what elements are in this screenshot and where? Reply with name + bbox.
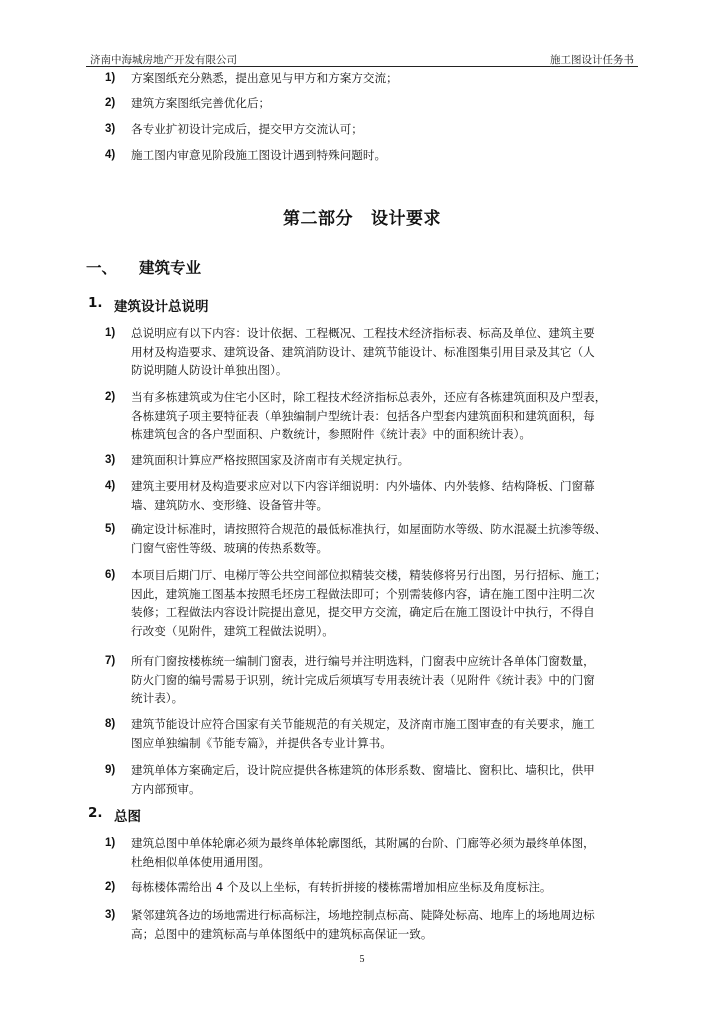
page-header xyxy=(86,50,638,67)
list-item-line: 杜绝相似单体使用通用图。 xyxy=(131,854,271,869)
list-item-line: 总说明应有以下内容：设计依据、工程概况、工程技术经济指标表、标高及单位、建筑主要 xyxy=(131,326,595,340)
subsection-title: 建筑设计总说明 xyxy=(114,299,209,315)
section-number: 一、 xyxy=(86,259,118,277)
subsection-heading xyxy=(88,295,209,315)
list-item-line: 因此，建筑施工图基本按照毛坯房工程做法即可；个别需装修内容，请在施工图中注明二次 xyxy=(131,586,595,601)
list-item-line: 紧邻建筑各边的场地需进行标高标注，场地控制点标高、陡降处标高、地库上的场地周边标 xyxy=(131,908,595,922)
list-item-line: 每栋楼体需给出 4 个及以上坐标，有转折拼接的楼栋需增加相应坐标及角度标注。 xyxy=(131,880,552,894)
list-item-line: 建筑单体方案确定后，设计院应提供各栋建筑的体形系数、窗墙比、窗积比、墙积比，供甲 xyxy=(131,763,595,777)
list-item-line: 防说明随人防设计单独出图）。 xyxy=(131,363,288,377)
list-item-line: 所有门窗按楼栋统一编制门窗表，进行编号并注明选料，门窗表中应统计各单体门窗数量， xyxy=(131,654,595,668)
list-item-line: 确定设计标准时，请按照符合规范的最低标准执行，如屋面防水等级、防水混凝土抗渗等级、 xyxy=(131,522,607,536)
section-title: 建筑专业 xyxy=(139,259,202,277)
list-item-line: 方内部预审。 xyxy=(131,781,201,796)
list-item-line: 本项目后期门厅、电梯厅等公共空间部位拟精装交楼，精装修将另行出图，另行招标、施工； xyxy=(131,568,607,582)
header-doc-title: 施工图设计任务书 xyxy=(550,54,634,66)
subsection-number: 1. xyxy=(88,295,103,311)
subsection-title: 总图 xyxy=(114,809,141,825)
list-item-line: 门窗气密性等级、玻璃的传热系数等。 xyxy=(131,540,329,555)
list-item-line: 用材及构造要求、建筑设备、建筑消防设计、建筑节能设计、标准图集引用目录及其它（人 xyxy=(131,344,595,359)
list-item-line: 墙、建筑防水、变形缝、设备管井等。 xyxy=(131,497,329,512)
list-item-line: 各专业扩初设计完成后，提交甲方交流认可； xyxy=(131,122,363,136)
list-item-line: 建筑面积计算应严格按照国家及济南市有关规定执行。 xyxy=(131,453,410,467)
list-item-number: 4) xyxy=(105,480,116,492)
list-item-number: 2) xyxy=(105,97,116,109)
list-item-line: 各栋建筑子项主要特征表（单独编制户型统计表：包括各户型套内建筑面积和建筑面积，每 xyxy=(131,408,595,423)
list-item-number: 3) xyxy=(105,123,116,135)
list-item-number: 8) xyxy=(105,718,116,730)
list-item-line: 建筑主要用材及构造要求应对以下内容详细说明：内外墙体、内外装修、结构降板、门窗幕 xyxy=(131,479,595,493)
list-item-line: 装修；工程做法内容设计院提出意见，提交甲方交流，确定后在施工图设计中执行，不得自 xyxy=(131,605,595,619)
part-title xyxy=(0,204,724,229)
list-item-line: 统计表）。 xyxy=(131,691,184,705)
list-item-line: 方案图纸充分熟悉，提出意见与甲方和方案方交流； xyxy=(131,71,398,85)
page-number: 5 xyxy=(359,954,365,965)
list-item-number: 9) xyxy=(105,764,116,776)
list-item-line: 图应单独编制《节能专篇》，并提供各专业计算书。 xyxy=(131,735,392,750)
header-company: 济南中海城房地产开发有限公司 xyxy=(90,54,237,66)
list-item-number: 2) xyxy=(105,881,116,893)
list-item-line: 建筑节能设计应符合国家有关节能规范的有关规定，及济南市施工图审查的有关要求，施工 xyxy=(131,717,595,731)
list-item-line: 施工图内审意见阶段施工图设计遇到特殊问题时。 xyxy=(131,148,387,162)
list-item-line: 栋建筑包含的各户型面积、户数统计，参照附件《统计表》中的面积统计表）。 xyxy=(131,427,531,441)
subsection-number: 2. xyxy=(88,805,103,821)
part-label: 第二部分 xyxy=(283,209,353,229)
list-item-number: 6) xyxy=(105,569,116,581)
list-item-number: 3) xyxy=(105,909,116,921)
list-item-line: 防火门窗的编号需易于识别，统计完成后须填写专用表统计表（见附件《统计表》中的门窗 xyxy=(131,672,595,687)
list-item-number: 7) xyxy=(105,655,116,667)
list-item-number: 3) xyxy=(105,454,116,466)
list-item-number: 1) xyxy=(105,327,116,339)
list-item-line: 行改变（见附件，建筑工程做法说明）。 xyxy=(131,623,334,638)
list-item-line: 建筑方案图纸完善优化后； xyxy=(131,96,271,110)
list-item-line: 建筑总图中单体轮廓必须为最终单体轮廓图纸，其附属的台阶、门廊等必须为最终单体图， xyxy=(131,836,595,850)
section-heading xyxy=(86,256,202,278)
list-item-line: 高；总图中的建筑标高与单体图纸中的建筑标高保证一致。 xyxy=(131,926,433,941)
list-item-number: 2) xyxy=(105,391,116,403)
list-item-number: 4) xyxy=(105,149,116,161)
subsection-heading xyxy=(88,805,141,825)
list-item-number: 1) xyxy=(105,837,116,849)
list-item-line: 当有多栋建筑或为住宅小区时，除工程技术经济指标总表外，还应有各栋建筑面积及户型表， xyxy=(131,390,607,404)
part-heading: 设计要求 xyxy=(371,209,441,229)
list-item-number: 1) xyxy=(105,72,116,84)
list-item-number: 5) xyxy=(105,523,116,535)
